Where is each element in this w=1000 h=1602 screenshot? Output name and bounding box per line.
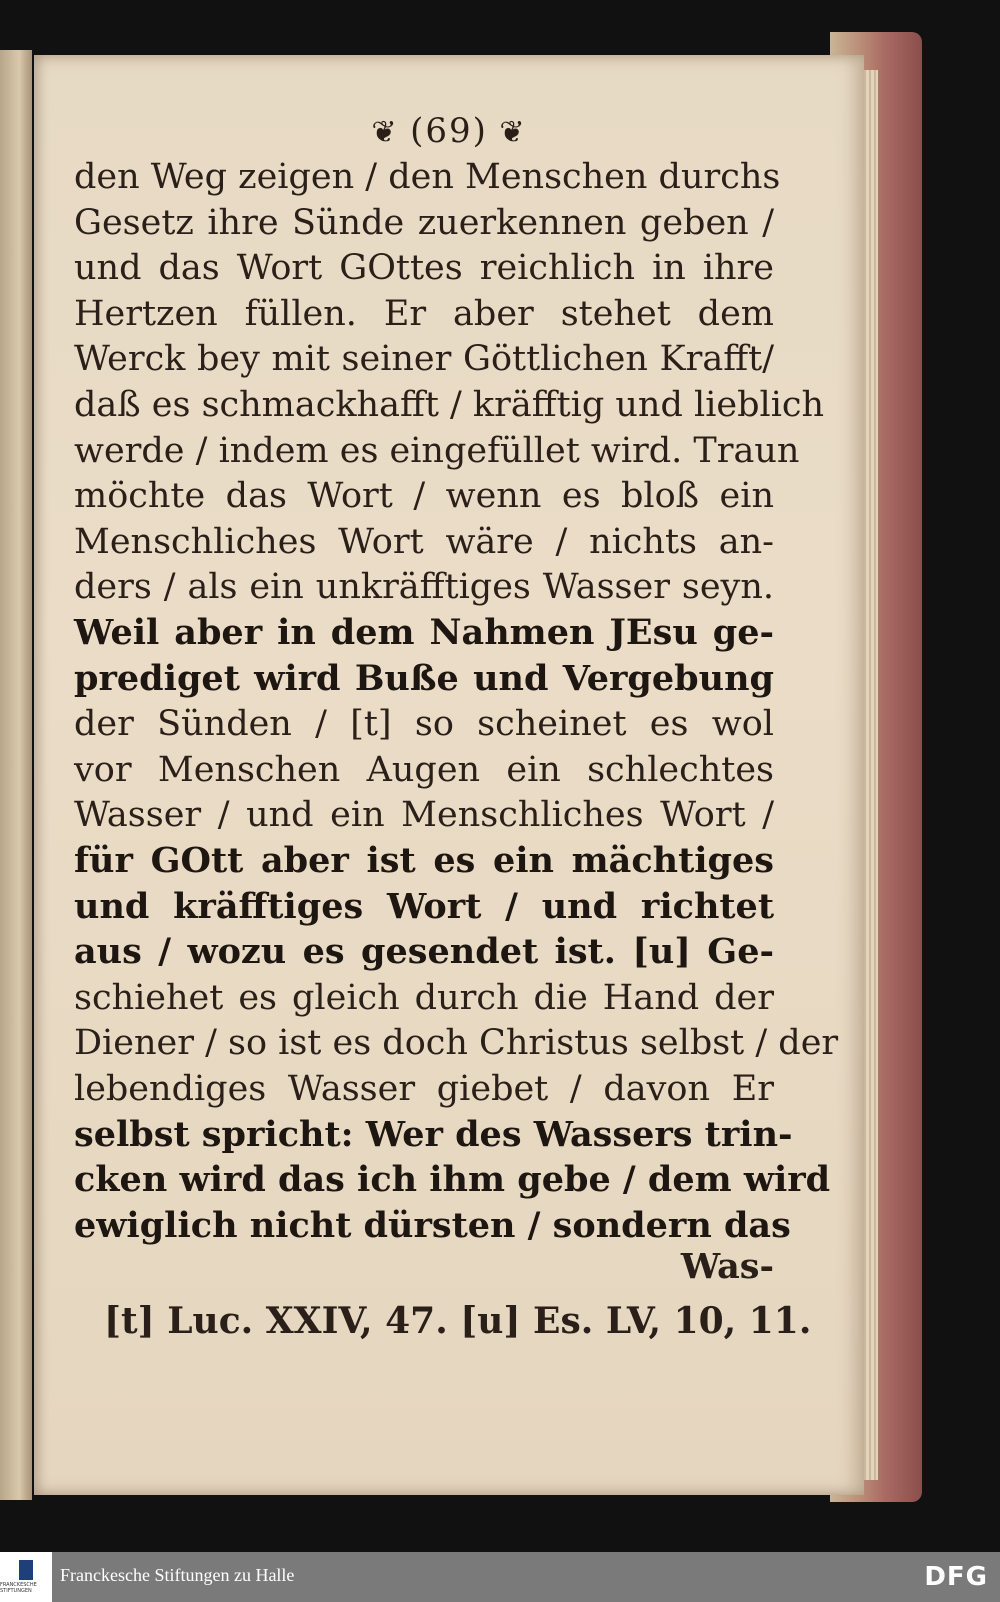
text-line: für GOtt aber ist es ein mächtiges: [74, 840, 774, 881]
text-line: prediget wird Buße und Vergebung: [74, 657, 774, 699]
text-line: Wasser / und ein Menschliches Wort /: [74, 795, 774, 836]
text-line: Hertzen füllen. Er aber stehet dem: [74, 293, 774, 334]
book-page: [34, 55, 864, 1495]
text-line: werde / indem es eingefüllet wird. Traun: [74, 430, 800, 471]
text-line: cken wird das ich ihm gebe / dem wird: [74, 1159, 831, 1201]
text-line: daß es schmackhafft / kräfftig und lieblich: [74, 385, 825, 425]
text-line: aus / wozu es gesendet ist. [u] Ge-: [74, 931, 774, 973]
text-line: der Sünden / [t] so scheinet es wol: [74, 704, 774, 745]
text-line: Werck bey mit seiner Göttlichen Krafft/: [74, 339, 774, 380]
text-line: schiehet es gleich durch die Hand der: [74, 977, 774, 1018]
text-line: lebendiges Wasser giebet / davon Er: [74, 1069, 774, 1109]
facing-page-edge: [0, 50, 32, 1500]
text-line: ders / als ein unkräfftiges Wasser seyn.: [74, 567, 774, 608]
text-line: Diener / so ist es doch Christus selbst / der: [74, 1023, 839, 1064]
text-line: und das Wort GOttes reichlich in ihre: [74, 248, 774, 289]
text-line: Menschliches Wort wäre / nichts an-: [74, 521, 774, 562]
catchword: Was-: [680, 1246, 774, 1287]
footnote: [t] Luc. XXIV, 47. [u] Es. LV, 10, 11.: [104, 1300, 812, 1342]
ornament-left-icon: ❦: [371, 115, 411, 150]
viewer-footer: [0, 1552, 1000, 1602]
text-line: Weil aber in dem Nahmen JEsu ge-: [74, 612, 774, 653]
text-line: ewiglich nicht dürsten / sondern das: [74, 1204, 791, 1246]
text-line: den Weg zeigen / den Menschen durchs: [74, 157, 781, 197]
text-line: selbst spricht: Wer des Wassers trin-: [74, 1113, 793, 1155]
institution-name[interactable]: Franckesche Stiftungen zu Halle: [60, 1565, 295, 1585]
text-line: und kräfftiges Wort / und richtet: [74, 885, 774, 927]
ornament-right-icon: ❦: [487, 115, 527, 150]
text-line: möchte das Wort / wenn es bloß ein: [74, 476, 774, 517]
page-header: [34, 111, 864, 151]
institution-logo[interactable]: [0, 1552, 52, 1602]
page-number: (69): [410, 111, 488, 151]
text-line: vor Menschen Augen ein schlechtes: [74, 749, 774, 790]
dfg-logo[interactable]: DFG: [924, 1562, 988, 1592]
logo-mark-icon: [19, 1560, 33, 1580]
text-line: Gesetz ihre Sünde zuerkennen geben /: [74, 202, 774, 243]
logo-caption: FRANCKESCHE STIFTUNGEN: [0, 1582, 37, 1594]
